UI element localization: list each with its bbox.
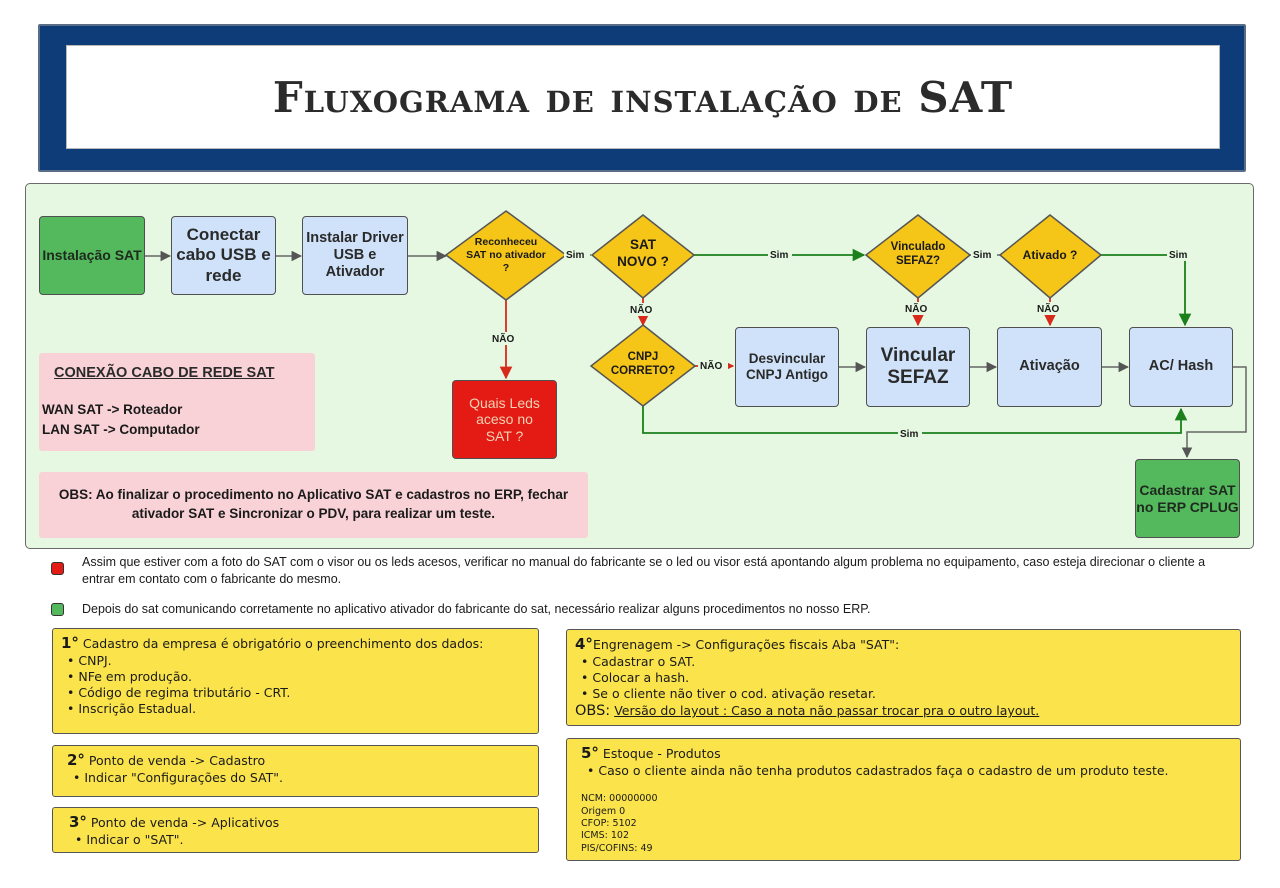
step-2-box [52,745,539,797]
step-1-number: 1° [61,634,79,652]
step-3-box [52,807,539,853]
step-5-item: • Caso o cliente ainda não tenha produtos cadastrados faça o cadastro de um produto teste. [587,763,1232,779]
decision-reconheceu-l1: Reconheceu [474,236,538,248]
conexao-title: CONEXÃO CABO DE REDE SAT [54,365,275,381]
label-nao-3: NÃO [700,361,723,372]
label-nao-1: NÃO [492,334,515,345]
step-4-obs-text: Versão do layout : Caso a nota não passar trocar pra o outro layout. [614,703,1040,719]
step-5-number: 5° [581,744,599,762]
decision-reconheceu-l2: SAT no ativador [466,249,546,261]
decision-cnpj-l1: CNPJ [627,351,659,363]
step-5-ncm: NCM: 00000000 [581,793,658,805]
step-4-obs-label: OBS: [575,703,611,720]
label-sim-5: Sim [900,429,919,440]
step-1-item: • Código de regima tributário - CRT. [67,685,530,701]
step-5-icms: ICMS: 102 [581,830,630,842]
decision-cnpj-l2: CORRETO? [610,365,676,377]
step-4-item: • Colocar a hash. [581,670,1232,686]
step-4-number: 4° [575,635,593,653]
node-desvincular: Desvincular CNPJ Antigo [735,327,839,407]
decision-ativado-text: Ativado ? [1022,248,1078,262]
page-title: Fluxograma de instalação de SAT [272,72,1014,122]
step-4-title: Engrenagem -> Configurações fiscais Aba "SAT": [592,637,900,652]
decision-sat-novo-l2: NOVO ? [617,254,669,269]
label-nao-5: NÃO [1037,304,1060,315]
node-vincular: Vincular SEFAZ [866,327,970,407]
step-1-item: • CNPJ. [67,653,530,669]
step-3-number: 3° [69,813,87,831]
step-4-item: • Cadastrar o SAT. [581,654,1232,670]
step-5-box [566,738,1241,861]
node-ac-hash: AC/ Hash [1129,327,1233,407]
step-1-item: • Inscrição Estadual. [67,701,530,717]
decision-sat-novo-l1: SAT [630,237,656,252]
label-sim-4: Sim [1169,250,1188,261]
step-3-item: • Indicar o "SAT". [75,832,530,848]
conexao-lan: LAN SAT -> Computador [42,422,200,437]
obs-note: OBS: Ao finalizar o procedimento no Aplicativo SAT e cadastros no ERP, fechar ativador SAT e Sincronizar o PDV, para realizar um teste. [39,472,588,538]
step-5-origem: Origem 0 [581,805,626,817]
step-2-number: 2° [67,751,85,769]
legend-red-square [51,562,64,575]
node-instalar: Instalar Driver USB e Ativador [302,216,408,295]
node-cadastrar: Cadastrar SAT no ERP CPLUG [1135,459,1240,538]
step-4-item: • Se o cliente não tiver o cod. ativação resetar. [581,686,1232,702]
decision-vinculado-l2: SEFAZ? [895,255,941,267]
step-2-title: Ponto de venda -> Cadastro [88,753,266,768]
label-nao-4: NÃO [905,304,928,315]
label-nao-2: NÃO [630,305,653,316]
label-sim-1: Sim [566,250,585,261]
step-1-box [52,628,539,734]
decision-reconheceu-l3: ? [502,262,510,274]
label-sim-3: Sim [973,250,992,261]
conexao-wan: WAN SAT -> Roteador [42,402,183,417]
node-conectar: Conectar cabo USB e rede [171,216,276,295]
step-4-box [566,629,1241,726]
legend-green-square [51,603,64,616]
decision-vinculado-l1: Vinculado [890,241,946,253]
node-quais-leds: Quais Leds aceso no SAT ? [452,380,557,459]
edge-ativado-achash [1101,255,1185,325]
legend-red-text: Assim que estiver com a foto do SAT com o visor ou os leds acesos, verificar no manual do fabricante se o led ou visor está apontando algum problema no equipamento, caso esteja direcionar o cliente a entrar em contato com o fabricante do mesmo. [82,555,1206,586]
node-ativacao: Ativação [997,327,1102,407]
node-instalacao: Instalação SAT [39,216,145,295]
step-5-pis: PIS/COFINS: 49 [581,842,653,854]
label-sim-2: Sim [770,250,789,261]
step-5-title: Estoque - Produtos [602,746,721,761]
edge-achash-cadastrar [1187,367,1246,457]
step-5-cfop: CFOP: 5102 [581,817,637,829]
step-3-title: Ponto de venda -> Aplicativos [90,815,280,830]
step-1-title: Cadastro da empresa é obrigatório o preenchimento dos dados: [82,636,484,651]
legend-green-text: Depois do sat comunicando corretamente no aplicativo ativador do fabricante do sat, necessário realizar alguns procedimentos no nosso ERP. [82,602,871,616]
step-2-item: • Indicar "Configurações do SAT". [73,770,530,786]
step-1-item: • NFe em produção. [67,669,530,685]
